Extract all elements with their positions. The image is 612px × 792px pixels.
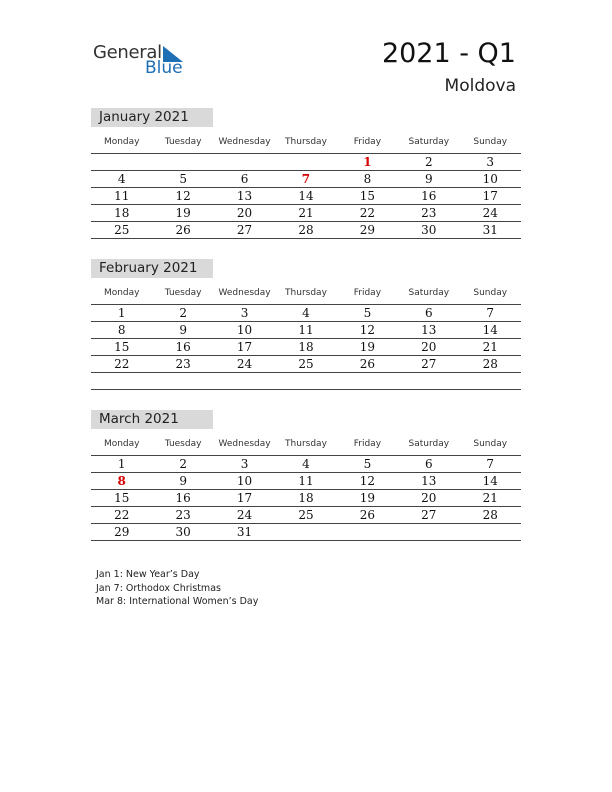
holiday-note: Jan 1: New Year’s Day (96, 569, 200, 580)
day-cell: 31 (482, 223, 498, 237)
day-cell: 16 (175, 491, 191, 505)
weekday-label: Saturday (408, 137, 450, 147)
day-cell: 27 (236, 223, 253, 237)
weekday-label: Tuesday (164, 439, 202, 449)
day-cell: 5 (179, 172, 187, 186)
day-cell: 14 (298, 189, 314, 203)
week-row (91, 507, 521, 524)
week-row (91, 473, 521, 490)
day-cell: 7 (486, 457, 495, 471)
week-row (91, 188, 521, 205)
day-cell: 10 (236, 323, 253, 337)
day-cell: 6 (425, 457, 433, 471)
day-cell: 16 (175, 340, 191, 354)
day-cell: 26 (175, 223, 191, 237)
day-cell: 4 (302, 306, 310, 320)
week-row (91, 373, 521, 390)
day-cell: 24 (236, 508, 253, 522)
weekday-label: Friday (353, 288, 382, 298)
country-name: Moldova (444, 76, 516, 96)
month-label: February 2021 (91, 259, 213, 278)
day-cell: 21 (298, 206, 314, 220)
day-cell: 19 (359, 340, 376, 354)
weekday-label: Tuesday (164, 137, 202, 147)
weekday-label: Thursday (285, 288, 327, 298)
day-cell: 16 (421, 189, 437, 203)
day-cell: 11 (298, 323, 314, 337)
week-row (91, 356, 521, 373)
weekday-label: Wednesday (218, 439, 271, 449)
week-row (91, 154, 521, 171)
month-block (91, 108, 521, 239)
month-block (91, 410, 521, 541)
logo-text-general: General (93, 42, 162, 63)
day-cell: 10 (482, 172, 498, 186)
day-cell: 19 (359, 491, 376, 505)
day-cell: 19 (175, 206, 191, 220)
day-cell: 2 (179, 306, 187, 320)
day-cell: 23 (175, 357, 191, 371)
day-cell: 3 (240, 457, 249, 471)
weekday-label: Friday (353, 137, 382, 147)
month-block (91, 259, 521, 390)
weekday-header-row (91, 433, 521, 456)
day-cell: 10 (236, 474, 253, 488)
day-cell: 25 (114, 223, 130, 237)
day-cell: 1 (117, 306, 126, 320)
day-cell: 25 (298, 508, 314, 522)
month-label: January 2021 (91, 108, 213, 127)
week-row (91, 339, 521, 356)
weekday-label: Sunday (473, 439, 508, 449)
day-cell: 15 (359, 189, 376, 203)
holiday-note: Mar 8: International Women’s Day (96, 596, 259, 607)
week-row (91, 524, 521, 541)
day-cell: 21 (482, 491, 498, 505)
week-row (91, 305, 521, 322)
week-row (91, 490, 521, 507)
day-cell: 25 (298, 357, 314, 371)
day-cell: 12 (359, 474, 376, 488)
day-cell: 9 (179, 323, 187, 337)
day-cell: 31 (236, 525, 253, 539)
day-cell: 2 (179, 457, 187, 471)
day-cell: 3 (240, 306, 249, 320)
day-cell: 14 (482, 323, 498, 337)
weekday-header-row (91, 131, 521, 154)
day-cell: 12 (175, 189, 191, 203)
day-cell: 20 (421, 340, 437, 354)
week-row (91, 222, 521, 239)
day-cell: 13 (421, 323, 437, 337)
day-cell: 11 (298, 474, 314, 488)
weekday-label: Wednesday (218, 288, 271, 298)
day-cell: 5 (363, 306, 372, 320)
day-cell: 11 (114, 189, 130, 203)
day-cell: 15 (114, 340, 130, 354)
weekday-label: Wednesday (218, 137, 271, 147)
holiday-day-cell: 7 (301, 172, 311, 186)
weekday-header-row (91, 282, 521, 305)
week-row (91, 456, 521, 473)
day-cell: 2 (425, 155, 433, 169)
day-cell: 17 (482, 189, 498, 203)
day-cell: 28 (482, 508, 498, 522)
day-cell: 20 (421, 491, 437, 505)
holiday-day-cell: 1 (363, 155, 372, 169)
weekday-label: Friday (353, 439, 382, 449)
week-row (91, 171, 521, 188)
day-cell: 24 (482, 206, 498, 220)
holiday-day-cell: 8 (117, 474, 126, 488)
day-cell: 13 (421, 474, 437, 488)
day-cell: 18 (298, 340, 314, 354)
day-cell: 6 (240, 172, 249, 186)
day-cell: 15 (114, 491, 130, 505)
weekday-label: Monday (103, 439, 140, 449)
day-cell: 22 (114, 508, 130, 522)
day-cell: 8 (117, 323, 126, 337)
day-cell: 3 (486, 155, 495, 169)
holiday-notes (96, 568, 258, 609)
weekday-label: Monday (103, 288, 140, 298)
weekday-label: Sunday (473, 288, 508, 298)
day-cell: 12 (359, 323, 376, 337)
holiday-note: Jan 7: Orthodox Christmas (96, 582, 221, 594)
day-cell: 26 (359, 508, 376, 522)
day-cell: 17 (236, 340, 253, 354)
day-cell: 1 (117, 457, 126, 471)
day-cell: 28 (482, 357, 498, 371)
day-cell: 4 (117, 172, 126, 186)
day-cell: 23 (421, 206, 437, 220)
day-cell: 28 (298, 223, 314, 237)
day-cell: 18 (298, 491, 314, 505)
day-cell: 27 (421, 357, 437, 371)
day-cell: 22 (359, 206, 376, 220)
day-cell: 29 (359, 223, 376, 237)
day-cell: 8 (363, 172, 372, 186)
weekday-label: Saturday (408, 288, 450, 298)
day-cell: 9 (179, 474, 187, 488)
weekday-label: Thursday (285, 439, 327, 449)
day-cell: 24 (236, 357, 253, 371)
week-row (91, 205, 521, 222)
day-cell: 22 (114, 357, 130, 371)
day-cell: 4 (302, 457, 310, 471)
logo-text-blue: Blue (145, 58, 183, 78)
day-cell: 17 (236, 491, 253, 505)
page-title: 2021 - Q1 (381, 38, 516, 69)
day-cell: 6 (425, 306, 433, 320)
day-cell: 7 (486, 306, 495, 320)
day-cell: 21 (482, 340, 498, 354)
weekday-label: Tuesday (164, 288, 202, 298)
week-row (91, 322, 521, 339)
weekday-label: Monday (103, 137, 140, 147)
day-cell: 30 (175, 525, 191, 539)
day-cell: 29 (114, 525, 130, 539)
day-cell: 20 (236, 206, 253, 220)
generalblue-logo (93, 42, 203, 82)
weekday-label: Saturday (408, 439, 450, 449)
day-cell: 18 (114, 206, 130, 220)
day-cell: 26 (359, 357, 376, 371)
day-cell: 13 (236, 189, 253, 203)
day-cell: 23 (175, 508, 191, 522)
weekday-label: Sunday (473, 137, 508, 147)
day-cell: 9 (425, 172, 433, 186)
weekday-label: Thursday (285, 137, 327, 147)
day-cell: 30 (421, 223, 437, 237)
day-cell: 14 (482, 474, 498, 488)
month-label: March 2021 (91, 410, 213, 429)
day-cell: 5 (363, 457, 372, 471)
day-cell: 27 (421, 508, 437, 522)
